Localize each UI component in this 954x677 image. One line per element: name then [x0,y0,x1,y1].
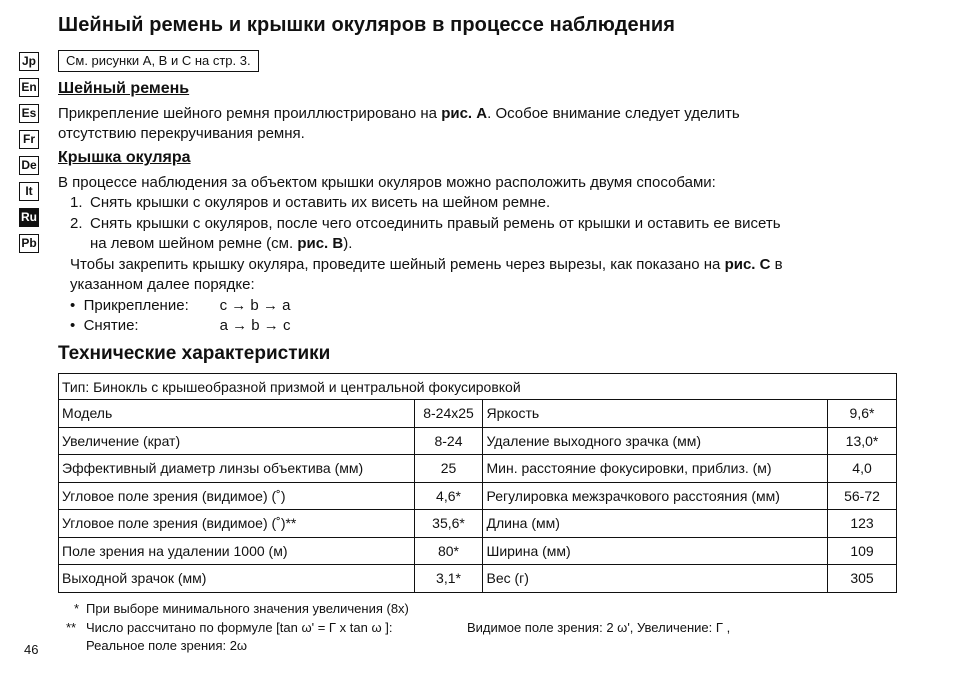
table-row [59,400,897,428]
footnote-mark-2: ** [66,620,77,635]
footnote-2-real: Реальное поле зрения: 2ω [86,638,248,653]
bullet-attach: • Прикрепление: c → b → a [70,297,291,314]
strap-text-after: . Особое внимание следует уделить [487,105,740,122]
spec-value: 9,6* [828,400,897,428]
list-item-2-line1: Снять крышки с окуляров, после чего отсоединить правый ремень от крышки и оставить ее висеть [90,215,781,232]
eyecap-note-end: в [770,256,783,273]
lang-tab-ru[interactable]: Ru [19,208,39,227]
lang-tab-it[interactable]: It [19,182,39,201]
footnote-2-apparent: Видимое поле зрения: 2 ω', Увеличение: Γ , [467,620,731,635]
bullet-detach: • Снятие: a → b → c [70,317,291,334]
detach-value: a → b → c [219,317,291,334]
spec-label: Длина (мм) [483,510,828,538]
spec-label: Модель [59,400,415,428]
spec-label: Яркость [483,400,828,428]
list-number-2: 2. [70,215,83,232]
lang-tab-fr[interactable]: Fr [19,130,39,149]
eyecap-heading: Крышка окуляра [58,149,191,166]
eyecap-intro: В процессе наблюдения за объектом крышки окуляров можно расположить двумя способами: [58,174,716,191]
attach-value: c → b → a [219,297,291,314]
spec-value: 25 [414,455,483,483]
spec-value: 4,0 [828,455,897,483]
spec-label: Эффективный диаметр линзы объектива (мм) [59,455,415,483]
spec-value: 8-24 [414,427,483,455]
strap-paragraph [58,104,740,124]
spec-value: 305 [828,565,897,593]
footnote-mark-1: * [74,601,80,616]
table-row [59,565,897,593]
spec-label: Удаление выходного зрачка (мм) [483,427,828,455]
eyecap-note-figure: рис. C [724,256,771,273]
footnote-1: При выборе минимального значения увеличения (8x) [86,601,409,616]
strap-text-before: Прикрепление шейного ремня проиллюстрировано на [58,105,442,122]
spec-label: Увеличение (крат) [59,427,415,455]
table-row [59,427,897,455]
table-row [59,455,897,483]
eyecap-note-line2: указанном далее порядке: [70,276,255,293]
spec-value: 3,1* [414,565,483,593]
table-row [59,510,897,538]
eyecap-note-text: Чтобы закрепить крышку окуляра, проведите шейный ремень через вырезы, как показано на [70,256,725,273]
detach-label: Снятие: [83,317,139,334]
spec-label: Вес (г) [483,565,828,593]
spec-label: Регулировка межзрачкового расстояния (мм) [483,482,828,510]
strap-figure-link: рис. A [441,105,488,122]
list-item-2-line2 [90,234,900,254]
spec-label: Угловое поле зрения (видимое) (˚) [59,482,415,510]
spec-value: 13,0* [828,427,897,455]
lang-tab-en[interactable]: En [19,78,39,97]
spec-value: 8-24x25 [414,400,483,428]
spec-value: 123 [828,510,897,538]
specs-table [58,373,897,593]
table-row [59,537,897,565]
list-item-2-text: на левом шейном ремне (см. [90,235,298,252]
spec-value: 56-72 [828,482,897,510]
eyecap-note [70,255,783,275]
lang-tab-de[interactable]: De [19,156,39,175]
table-row [59,482,897,510]
footnote-2-formula: Число рассчитано по формуле [tan ω' = Γ x tan ω ]: [86,620,393,635]
list-item-2-end: ). [343,235,353,252]
spec-value: 109 [828,537,897,565]
list-item-1: Снять крышки с окуляров и оставить их висеть на шейном ремне. [90,194,551,211]
figure-reference-box: См. рисунки A, B и C на стр. 3. [58,50,259,72]
spec-label: Угловое поле зрения (видимое) (˚)** [59,510,415,538]
specs-heading: Технические характеристики [58,343,331,364]
spec-label: Мин. расстояние фокусировки, приблиз. (м) [483,455,828,483]
type-cell: Тип: Бинокль с крышеобразной призмой и центральной фокусировкой [59,374,897,400]
spec-label: Ширина (мм) [483,537,828,565]
list-item-2-figure: рис. B [297,235,344,252]
language-tabs [19,52,39,260]
page-title: Шейный ремень и крышки окуляров в процессе наблюдения [58,14,676,36]
spec-value: 35,6* [414,510,483,538]
spec-label: Выходной зрачок (мм) [59,565,415,593]
lang-tab-pb[interactable]: Pb [19,234,39,253]
list-number-1: 1. [70,194,83,211]
strap-paragraph-line2: отсутствию перекручивания ремня. [58,125,305,142]
strap-heading: Шейный ремень [58,80,190,97]
lang-tab-jp[interactable]: Jp [19,52,39,71]
lang-tab-es[interactable]: Es [19,104,39,123]
table-row-type [59,374,897,400]
spec-value: 4,6* [414,482,483,510]
spec-label: Поле зрения на удалении 1000 (м) [59,537,415,565]
page-number: 46 [24,642,39,657]
attach-label: Прикрепление: [83,297,189,314]
spec-value: 80* [414,537,483,565]
